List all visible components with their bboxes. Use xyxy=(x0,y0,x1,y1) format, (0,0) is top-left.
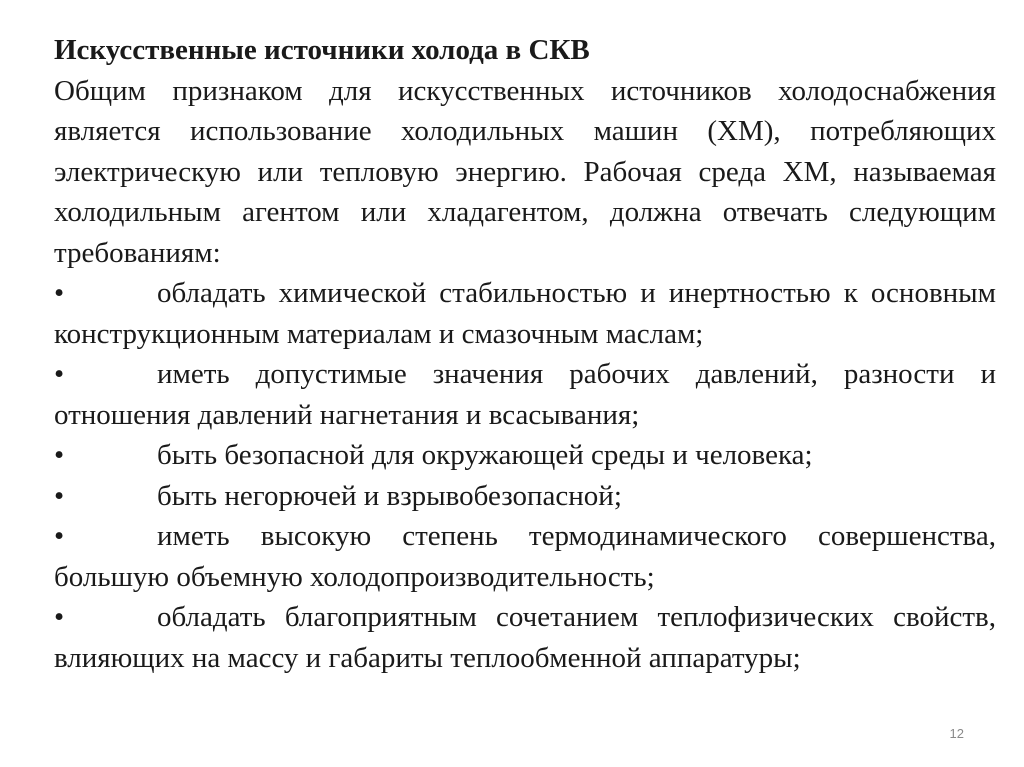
intro-paragraph: Общим признаком для искусственных источников холодоснабжения является использование холодильных машин (ХМ), потребляющих электрическую или тепловую энергию. Рабочая среда ХМ, называемая холодильным агентом или хладагентом, должна отвечать следующим требованиям: xyxy=(54,74,996,269)
list-item xyxy=(54,516,996,597)
list-item-text: быть безопасной для окружающей среды и человека; xyxy=(157,439,813,471)
list-item-text: обладать химической стабильностью и инертностью к основным конструкционным материалам и смазочным маслам; xyxy=(54,277,996,350)
slide-title: Искусственные источники холода в СКВ xyxy=(54,34,590,66)
bullet-mark: • xyxy=(54,358,65,390)
list-item-text: обладать благоприятным сочетанием теплофизических свойств, влияющих на массу и габариты теплообменной аппаратуры; xyxy=(54,601,996,674)
list-item xyxy=(54,354,996,435)
list-item xyxy=(54,476,996,517)
bullet-mark: • xyxy=(54,479,65,512)
slide-content xyxy=(54,30,996,678)
page-number: 12 xyxy=(949,726,964,741)
list-item-text: иметь допустимые значения рабочих давлений, разности и отношения давлений нагнетания и всасывания; xyxy=(54,358,996,431)
requirements-list xyxy=(54,273,996,678)
list-item xyxy=(54,435,996,476)
list-item xyxy=(54,273,996,354)
list-item-text: быть негорючей и взрывобезопасной; xyxy=(157,479,622,512)
list-item-text: иметь высокую степень термодинамического совершенства, большую объемную холодопроизводительность; xyxy=(54,520,996,593)
bullet-mark: • xyxy=(54,439,65,471)
bullet-mark: • xyxy=(54,601,65,633)
bullet-mark: • xyxy=(54,277,65,309)
bullet-mark: • xyxy=(54,520,65,552)
list-item xyxy=(54,597,996,678)
